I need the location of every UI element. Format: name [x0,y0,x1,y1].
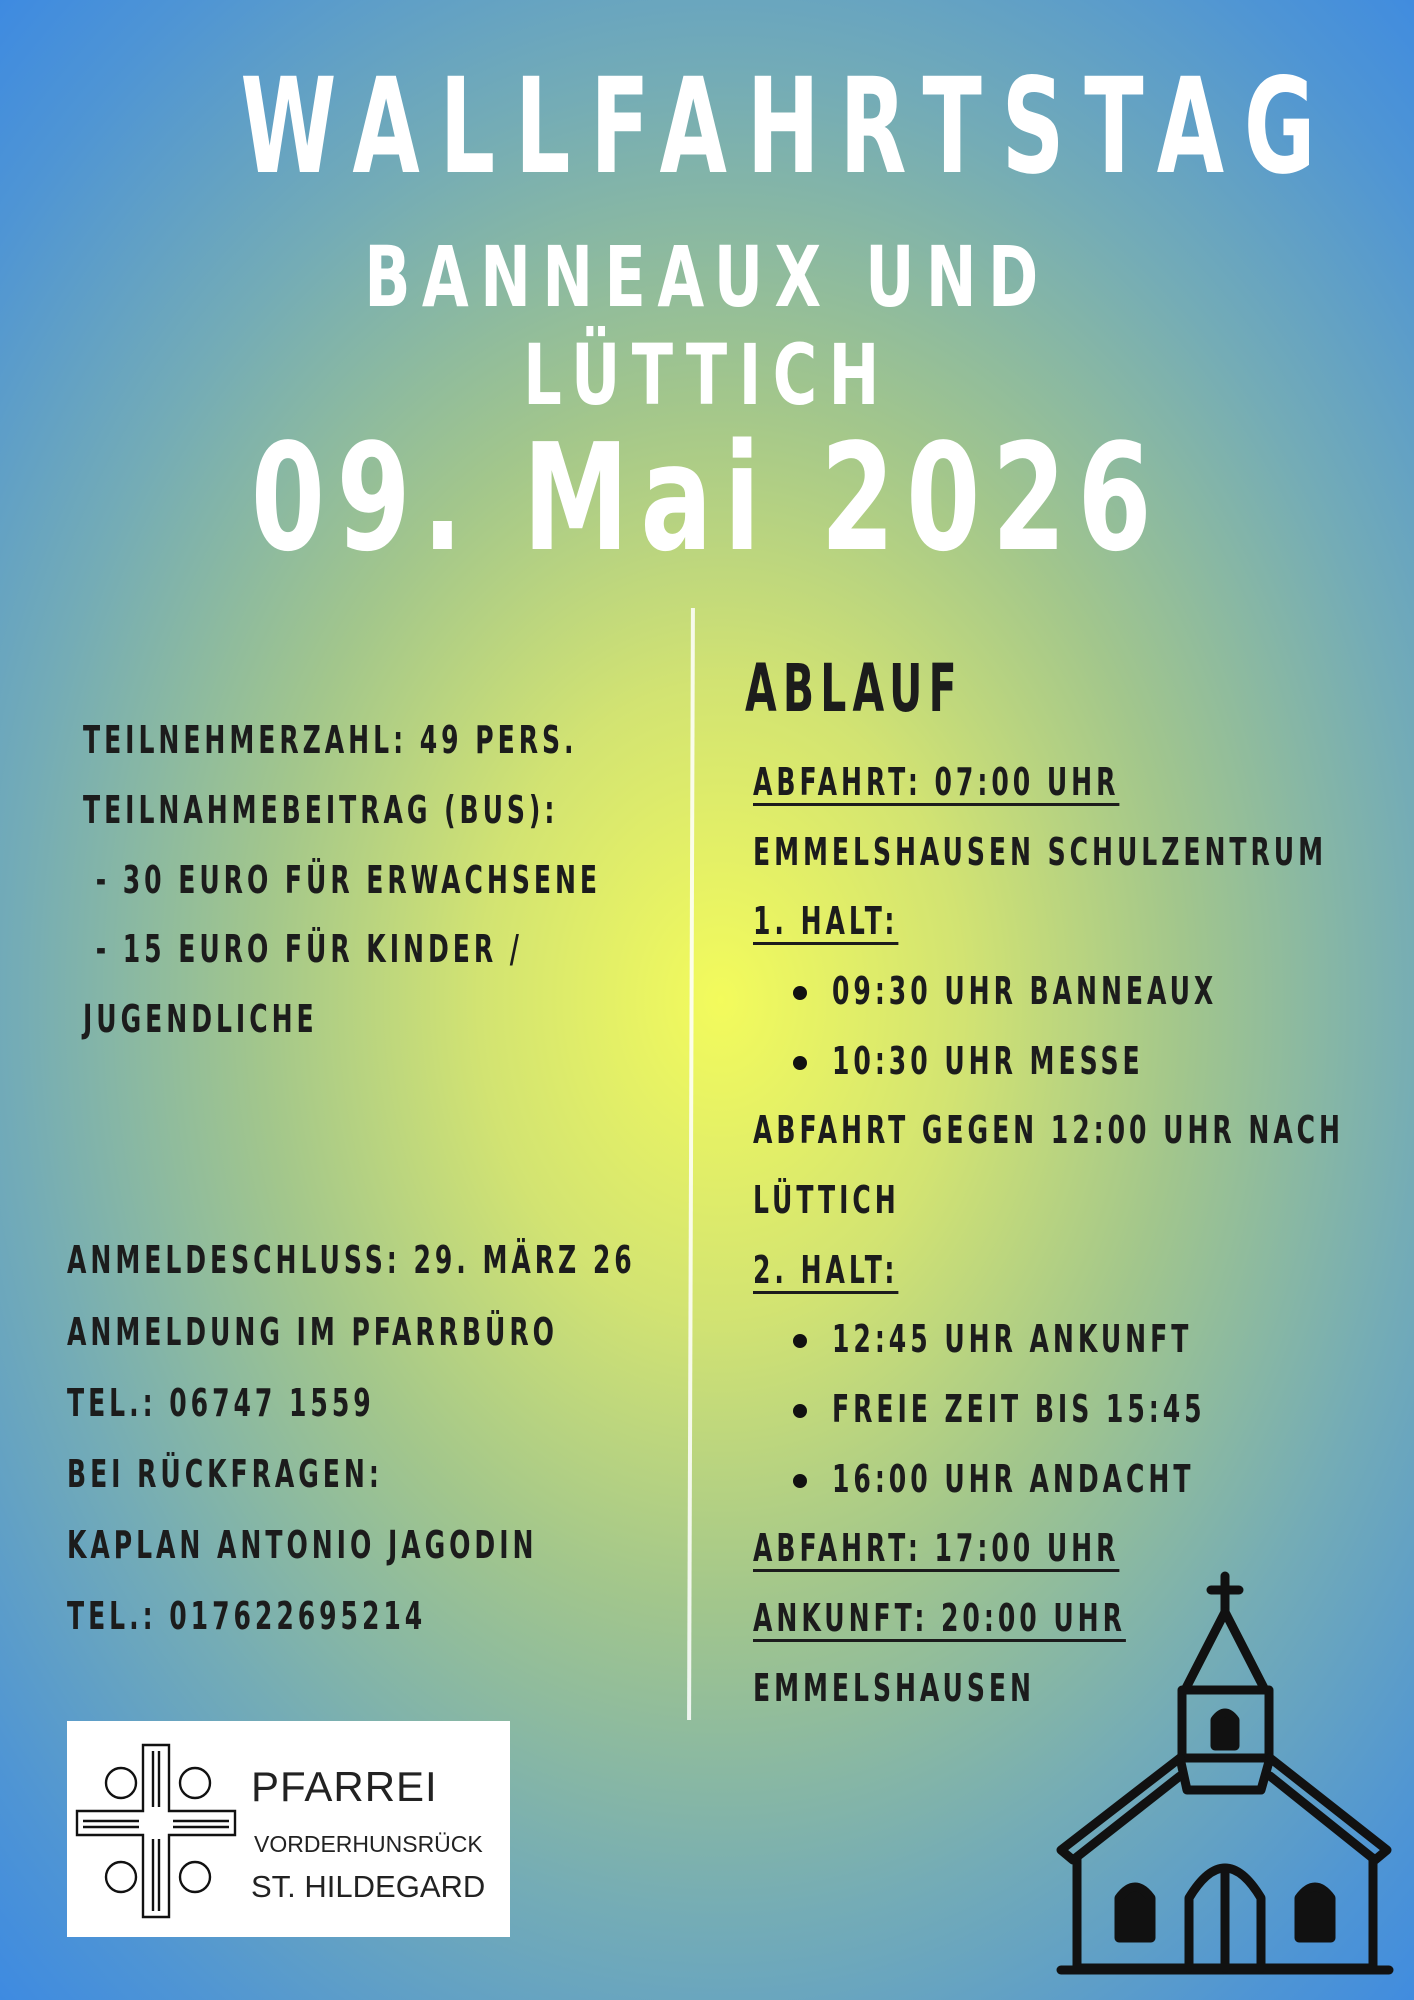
logo-text-line1: PFARREI [251,1763,438,1810]
fee-children: - 15 EURO FÜR KINDER / [83,927,523,971]
stop2-item: 12:45 UHR ANKUNFT [832,1317,1193,1361]
fee-children-cont: JUGENDLICHE [83,997,318,1041]
transfer-line-cont: LÜTTICH [753,1178,900,1222]
transfer-line: ABFAHRT GEGEN 12:00 UHR NACH [753,1108,1345,1152]
poster-title: WALLFAHRTSTAG [240,50,1336,204]
bullet-icon [793,1404,807,1418]
stop2-item: FREIE ZEIT BIS 15:45 [832,1387,1206,1431]
bullet-icon [793,1474,807,1488]
bullet-icon [793,986,807,1000]
fee-adults: - 30 EURO FÜR ERWACHSENE [83,858,602,902]
arrival-time: ANKUNFT: 20:00 UHR [753,1596,1126,1640]
fee-heading: TEILNAHMEBEITRAG (BUS): [83,788,559,832]
contact-phone: TEL.: 017622695214 [67,1594,427,1638]
parish-cross-icon [73,1741,243,1921]
participant-count: TEILNEHMERZAHL: 49 PERS. [83,718,578,762]
registration-office: ANMELDUNG IM PFARRBÜRO [67,1310,558,1354]
bullet-icon [793,1056,807,1070]
stop2-heading: 2. HALT: [753,1248,899,1292]
questions-label: BEI RÜCKFRAGEN: [67,1452,383,1496]
stop1-heading: 1. HALT: [753,899,899,943]
logo-text-line3: ST. HILDEGARD [251,1869,486,1904]
office-phone: TEL.: 06747 1559 [67,1381,375,1425]
event-date: 09. Mai 2026 [250,412,1164,584]
stop2-item: 16:00 UHR ANDACHT [832,1457,1195,1501]
poster-subtitle: BANNEAUX UND LÜTTICH [364,228,1050,424]
departure-time: ABFAHRT: 07:00 UHR [753,760,1120,804]
bullet-icon [793,1334,807,1348]
departure-place: EMMELSHAUSEN SCHULZENTRUM [753,830,1327,874]
stop1-item: 10:30 UHR MESSE [832,1039,1144,1083]
column-divider [687,608,695,1720]
schedule-heading: ABLAUF [745,650,963,727]
return-departure: ABFAHRT: 17:00 UHR [753,1526,1120,1570]
stop1-item: 09:30 UHR BANNEAUX [832,969,1218,1013]
church-icon [1055,1568,1395,1978]
parish-logo [67,1721,510,1937]
registration-deadline: ANMELDESCHLUSS: 29. MÄRZ 26 [67,1238,636,1282]
logo-text-line2: VORDERHUNSRÜCK [254,1831,483,1857]
arrival-place: EMMELSHAUSEN [753,1666,1035,1710]
contact-person: KAPLAN ANTONIO JAGODIN [67,1523,538,1567]
